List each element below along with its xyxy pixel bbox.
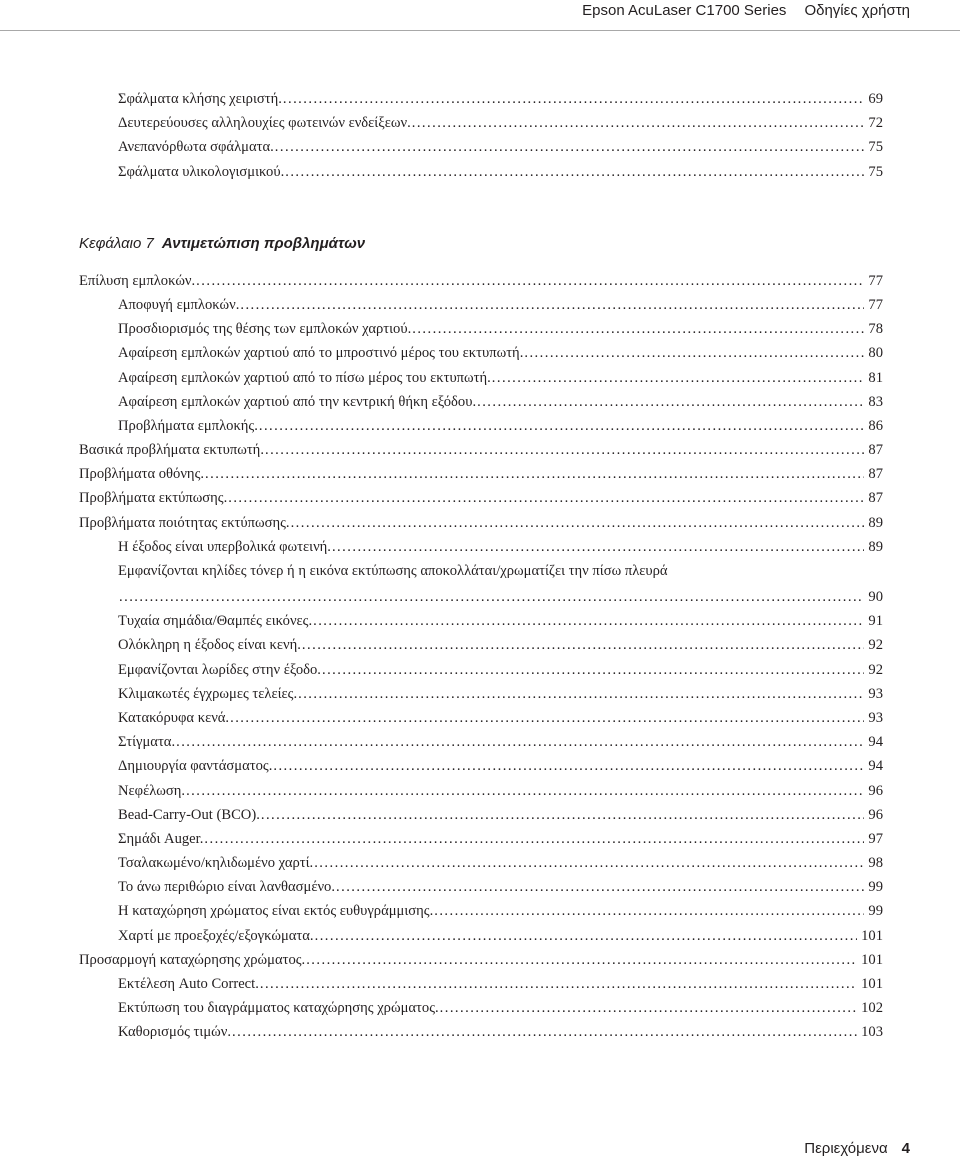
toc-entry-continuation[interactable] (79, 585, 883, 609)
footer-section: Περιεχόμενα (804, 1140, 888, 1157)
toc-entry[interactable] (79, 730, 883, 754)
toc-entry-page: 92 (868, 661, 883, 678)
toc-entry-page: 91 (868, 613, 883, 630)
dot-leader (230, 706, 864, 730)
dot-leader (205, 462, 864, 486)
toc-entry[interactable] (79, 682, 883, 706)
toc-entry-title: Ολόκληρη η έξοδος είναι κενή. (118, 637, 301, 654)
dot-leader (283, 87, 865, 111)
dot-leader (196, 269, 864, 293)
toc-entry-title: Νεφέλωση. (118, 782, 186, 799)
toc-top-list (79, 87, 883, 184)
toc-entry-title: Προβλήματα εμπλοκής. (118, 417, 258, 434)
toc-entry[interactable] (79, 293, 883, 317)
toc-entry-page: 69 (868, 91, 883, 107)
toc-entry-page: 94 (868, 734, 883, 751)
dot-leader (322, 658, 864, 682)
dot-leader (412, 111, 865, 135)
chapter-label: Κεφάλαιο 7 (79, 234, 154, 252)
table-of-contents (79, 87, 883, 1045)
toc-entry-title: Επίλυση εμπλοκών. (79, 272, 196, 289)
toc-entry-page: 103 (861, 1024, 883, 1041)
dot-leader (261, 803, 865, 827)
toc-entry[interactable] (79, 827, 883, 851)
dot-leader (260, 972, 857, 996)
dot-leader (204, 827, 864, 851)
toc-entry-page: 98 (868, 855, 883, 872)
toc-entry-page: 77 (868, 272, 883, 289)
dot-leader (259, 414, 865, 438)
toc-entry-page: 101 (861, 927, 883, 944)
toc-entry-page: 101 (861, 976, 883, 992)
toc-entry-title: Προσαρμογή καταχώρησης χρώματος. (79, 951, 306, 968)
toc-entry[interactable] (79, 851, 883, 875)
toc-entry[interactable] (79, 135, 883, 159)
toc-entry[interactable] (79, 996, 883, 1020)
toc-entry-title: Βασικά προβλήματα εκτυπωτή. (79, 442, 264, 459)
toc-entry[interactable] (79, 972, 883, 996)
toc-entry-title: Ανεπανόρθωτα σφάλματα. (118, 139, 274, 156)
toc-entry-page: 99 (868, 903, 883, 920)
toc-entry-page: 101 (861, 951, 883, 968)
toc-entry[interactable] (79, 87, 883, 111)
toc-entry-title: Δημιουργία φαντάσματος. (118, 758, 273, 775)
dot-leader (524, 341, 864, 365)
toc-entry-title: Η καταχώρηση χρώματος είναι εκτός ευθυγράμμισης. (118, 903, 434, 920)
toc-entry-title: Προβλήματα εκτύπωσης. (79, 490, 228, 507)
toc-entry[interactable] (79, 111, 883, 135)
toc-entry[interactable] (79, 754, 883, 778)
toc-entry[interactable] (79, 924, 883, 948)
toc-entry[interactable] (79, 609, 883, 633)
dot-leader (240, 293, 864, 317)
toc-entry-title: Εμφανίζονται λωρίδες στην έξοδο. (118, 661, 321, 678)
toc-entry-title: Προσδιορισμός της θέσης των εμπλοκών χαρτιού. (118, 321, 412, 338)
toc-entry-title: Προβλήματα ποιότητας εκτύπωσης. (79, 514, 290, 531)
dot-leader (440, 996, 857, 1020)
toc-entry-page: 75 (868, 139, 883, 156)
toc-entry-page: 93 (868, 709, 883, 726)
toc-entry-page: 87 (868, 490, 883, 507)
toc-entry-title: Χαρτί με προεξοχές/εξογκώματα. (118, 927, 314, 944)
toc-entry[interactable] (79, 511, 883, 535)
toc-entry-page: 87 (868, 442, 883, 459)
toc-entry-page: 89 (868, 538, 883, 555)
toc-entry[interactable] (79, 366, 883, 390)
toc-entry-page: 86 (868, 417, 883, 434)
toc-entry[interactable] (79, 948, 883, 972)
dot-leader (186, 779, 864, 803)
page-header (582, 2, 910, 19)
dot-leader (273, 754, 864, 778)
toc-entry-page: 93 (868, 685, 883, 702)
product-name: Epson AcuLaser C1700 Series (582, 2, 787, 19)
toc-entry-title: Εμφανίζονται κηλίδες τόνερ ή η εικόνα εκτύπωσης αποκολλάται/χρωματίζει την πίσω πλευρά (118, 563, 668, 579)
dot-leader (332, 535, 864, 559)
toc-entry-title: Σφάλματα υλικολογισμικού. (118, 163, 285, 180)
toc-entry-page: 96 (868, 806, 883, 823)
dot-leader (314, 851, 864, 875)
dot-leader (298, 682, 864, 706)
toc-entry[interactable] (79, 1020, 883, 1044)
toc-entry-title: Εκτύπωση του διαγράμματος καταχώρησης χρώματος. (118, 1000, 439, 1017)
chapter-title: Αντιμετώπιση προβλημάτων (161, 234, 366, 252)
toc-entry[interactable] (79, 535, 883, 559)
toc-entry-page: 87 (868, 466, 883, 483)
toc-entry-title: Καθορισμός τιμών. (118, 1024, 232, 1041)
dot-leader (232, 1020, 857, 1044)
toc-entry-title: Αποφυγή εμπλοκών. (118, 296, 240, 313)
dot-leader (291, 511, 865, 535)
toc-entry-page: 99 (868, 879, 883, 896)
toc-entry-title: Αφαίρεση εμπλοκών χαρτιού από το μπροστινό μέρος του εκτυπωτή. (118, 345, 524, 362)
chapter-heading (79, 229, 883, 259)
toc-entry-page: 78 (868, 321, 883, 338)
toc-entry-page: 80 (868, 345, 883, 362)
toc-entry[interactable] (79, 875, 883, 899)
toc-entry[interactable] (79, 658, 883, 682)
dot-leader (228, 486, 864, 510)
toc-entry[interactable] (79, 462, 883, 486)
toc-entry-title: Προβλήματα οθόνης. (79, 466, 204, 483)
toc-entry-page: 102 (861, 1000, 883, 1017)
toc-entry-title: Το άνω περιθώριο είναι λανθασμένο. (118, 879, 336, 896)
toc-entry-title: Σφάλματα κλήσης χειριστή. (118, 91, 282, 107)
toc-entry-title: Bead-Carry-Out (BCO). (118, 806, 260, 823)
toc-entry-page: 77 (868, 296, 883, 313)
toc-entry-title: Αφαίρεση εμπλοκών χαρτιού από το πίσω μέρος του εκτυπωτή. (118, 369, 491, 386)
toc-entry-page: 96 (868, 782, 883, 799)
toc-entry[interactable] (79, 779, 883, 803)
page-footer (804, 1140, 910, 1157)
dot-leader (336, 875, 864, 899)
dot-leader (315, 924, 858, 948)
toc-entry[interactable] (79, 269, 883, 293)
dot-leader (477, 390, 864, 414)
dot-leader (412, 317, 864, 341)
toc-chapter-list (79, 269, 883, 1045)
toc-entry[interactable] (79, 899, 883, 923)
dot-leader (176, 730, 864, 754)
dot-leader (434, 899, 864, 923)
toc-entry-page: 94 (868, 758, 883, 775)
toc-entry-title: Αφαίρεση εμπλοκών χαρτιού από την κεντρική θήκη εξόδου. (118, 393, 477, 410)
dot-leader (313, 609, 864, 633)
footer-page-number: 4 (901, 1140, 910, 1157)
toc-entry[interactable] (79, 390, 883, 414)
toc-entry[interactable] (79, 486, 883, 510)
guide-title: Οδηγίες χρήστη (804, 2, 910, 19)
toc-entry[interactable] (79, 341, 883, 365)
dot-leader (275, 135, 865, 159)
toc-entry-title: Κλιμακωτές έγχρωμες τελείες. (118, 685, 298, 702)
toc-entry-page: 97 (868, 830, 883, 847)
toc-entry-title: Η έξοδος είναι υπερβολικά φωτεινή. (118, 538, 331, 555)
toc-entry-title: Δευτερεύουσες αλληλουχίες φωτεινών ενδείξεων. (118, 115, 411, 132)
dot-leader (302, 633, 864, 657)
header-divider (0, 30, 960, 31)
toc-entry-page: 75 (868, 163, 883, 180)
toc-entry[interactable] (79, 317, 883, 341)
toc-entry-title: Τσαλακωμένο/κηλιδωμένο χαρτί. (118, 855, 314, 872)
toc-entry-page: 90 (868, 589, 883, 605)
dot-leader (492, 366, 865, 390)
toc-entry[interactable] (79, 438, 883, 462)
toc-entry[interactable] (79, 633, 883, 657)
toc-entry-page: 72 (868, 115, 883, 132)
toc-entry[interactable] (79, 160, 883, 184)
toc-entry-title: Σημάδι Auger. (118, 830, 204, 847)
toc-entry-page: 81 (868, 369, 883, 386)
toc-entry-page: 92 (868, 637, 883, 654)
dot-leader (119, 585, 864, 609)
toc-entry-page: 83 (868, 393, 883, 410)
toc-entry-title: Εκτέλεση Auto Correct. (118, 976, 259, 992)
toc-entry-page: 89 (868, 514, 883, 531)
dot-leader (306, 948, 857, 972)
toc-entry-title: Στίγματα. (118, 734, 176, 751)
toc-entry-title: Τυχαία σημάδια/Θαμπές εικόνες. (118, 613, 313, 630)
toc-entry-title: Κατακόρυφα κενά. (118, 709, 230, 726)
toc-entry[interactable] (79, 559, 883, 585)
dot-leader (265, 438, 864, 462)
dot-leader (285, 160, 864, 184)
toc-entry[interactable] (79, 803, 883, 827)
toc-entry[interactable] (79, 706, 883, 730)
toc-entry[interactable] (79, 414, 883, 438)
